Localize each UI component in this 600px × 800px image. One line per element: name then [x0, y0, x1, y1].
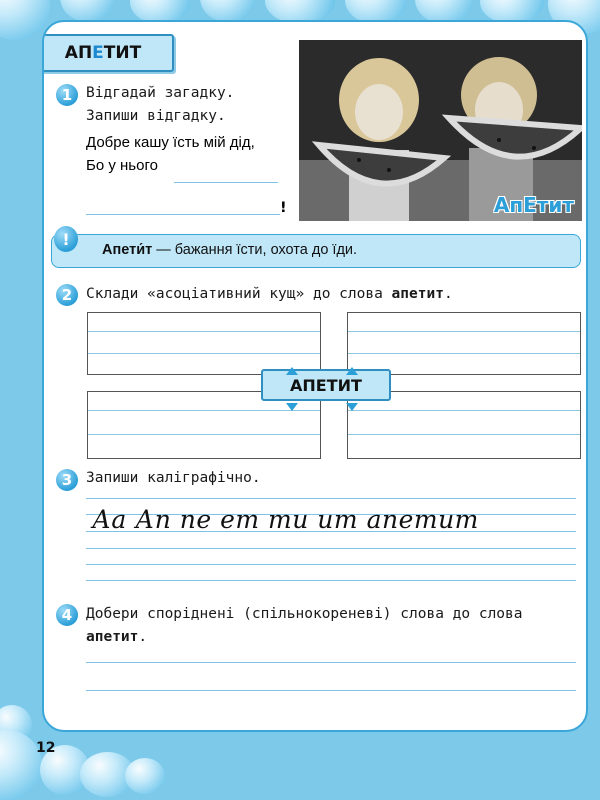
- photo-logo: АпЕтит: [493, 193, 574, 217]
- page-title: [42, 34, 174, 72]
- writing-line: [86, 498, 576, 499]
- end-exclamation: !: [280, 200, 287, 216]
- exclamation-icon: !: [54, 226, 78, 252]
- writing-line: [86, 690, 576, 691]
- task-2-text-end: .: [443, 286, 453, 302]
- answer-line: [86, 214, 280, 215]
- riddle-line: Добре кашу їсть мій дід,: [86, 134, 255, 151]
- task-4-instruction: Добери споріднені (спільнокореневі) слова до слова: [86, 606, 523, 622]
- cluster-box-bottom-right[interactable]: [347, 391, 581, 459]
- task-4-text-end: .: [138, 629, 148, 645]
- writing-line: [86, 564, 576, 565]
- task-4-keyword-line: [86, 627, 147, 647]
- workbook-page: [42, 20, 588, 732]
- task-1-number: 1: [56, 84, 78, 106]
- task-3-number: 3: [56, 469, 78, 491]
- definition-term: Апети́т: [102, 242, 153, 258]
- title-part: АП: [64, 43, 93, 63]
- task-2-instruction: [86, 284, 453, 304]
- cluster-center-word: АПЕТИТ: [261, 369, 391, 401]
- bubble-decoration: [200, 0, 255, 22]
- bubble-decoration: [125, 758, 165, 794]
- bubble-decoration: [60, 0, 115, 22]
- cluster-box-top-right[interactable]: [347, 312, 581, 375]
- task-1-instruction: Відгадай загадку.: [86, 85, 235, 101]
- page-number: 12: [36, 740, 56, 756]
- definition-note: [51, 234, 581, 268]
- cluster-box-top-left[interactable]: [87, 312, 321, 375]
- title-part: ТИТ: [103, 43, 142, 63]
- task-2-text: Склади «асоціативний кущ» до слова: [86, 286, 392, 302]
- task-2-keyword: апетит: [391, 286, 444, 302]
- writing-line: [86, 580, 576, 581]
- task-4-number: 4: [56, 604, 78, 626]
- calligraphy-sample: Аа Ап пе ет ти ит апетит: [92, 505, 479, 534]
- answer-line: [174, 182, 278, 183]
- title-accent-letter: Е: [92, 43, 104, 63]
- task-3-instruction: Запиши каліграфічно.: [86, 470, 261, 486]
- writing-line: [86, 548, 576, 549]
- riddle-line: Бо у нього: [86, 157, 158, 174]
- task-1-instruction: Запиши відгадку.: [86, 108, 226, 124]
- children-watermelon-photo: [299, 40, 582, 221]
- task-2-number: 2: [56, 284, 78, 306]
- cluster-box-bottom-left[interactable]: [87, 391, 321, 459]
- task-4-keyword: апетит: [86, 629, 139, 645]
- writing-line: [86, 662, 576, 663]
- definition-text: — бажання їсти, охота до їди.: [152, 242, 358, 258]
